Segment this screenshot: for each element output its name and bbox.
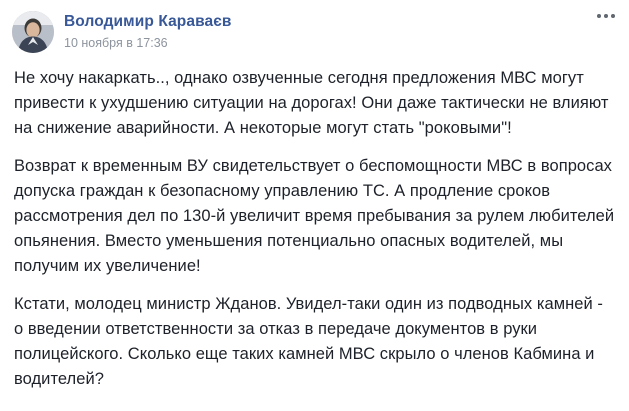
post-header (0, 0, 629, 53)
post-author-name[interactable]: Володимир Караваєв (64, 13, 232, 30)
post-paragraph: Возврат к временным ВУ свидетельствует о беспомощности МВС в вопросах допуска граждан к безопасному управлению ТС. А продление сроков рассмотрения дел по 130-й увеличит время пребывания за рулем любителей опьянения. Вместо уменьшения потенциально опасных водителей, мы получим их увеличение! (14, 157, 615, 275)
avatar[interactable] (12, 11, 54, 53)
post-body (0, 53, 629, 392)
more-dot-3 (611, 14, 615, 18)
post-header-text (64, 11, 232, 51)
post-paragraph: Кстати, молодец министр Жданов. Увидел-таки один из подводных камней - о введении ответственности за отказ в передаче документов в руки полицейского. Сколько еще таких камней МВС скрыло о членов Кабмина и водителей? (14, 295, 603, 388)
more-dot-1 (597, 14, 601, 18)
more-dot-2 (604, 14, 608, 18)
post-timestamp[interactable]: 10 ноября в 17:36 (64, 36, 168, 50)
user-photo-avatar (12, 11, 54, 53)
more-options-icon[interactable] (597, 14, 615, 18)
post-paragraph: Не хочу накаркать.., однако озвученные сегодня предложения МВС могут привести к ухудшению ситуации на дорогах! Они даже тактически не влияют на снижение аварийности. А некоторые могут стать "роковыми"! (14, 69, 609, 137)
